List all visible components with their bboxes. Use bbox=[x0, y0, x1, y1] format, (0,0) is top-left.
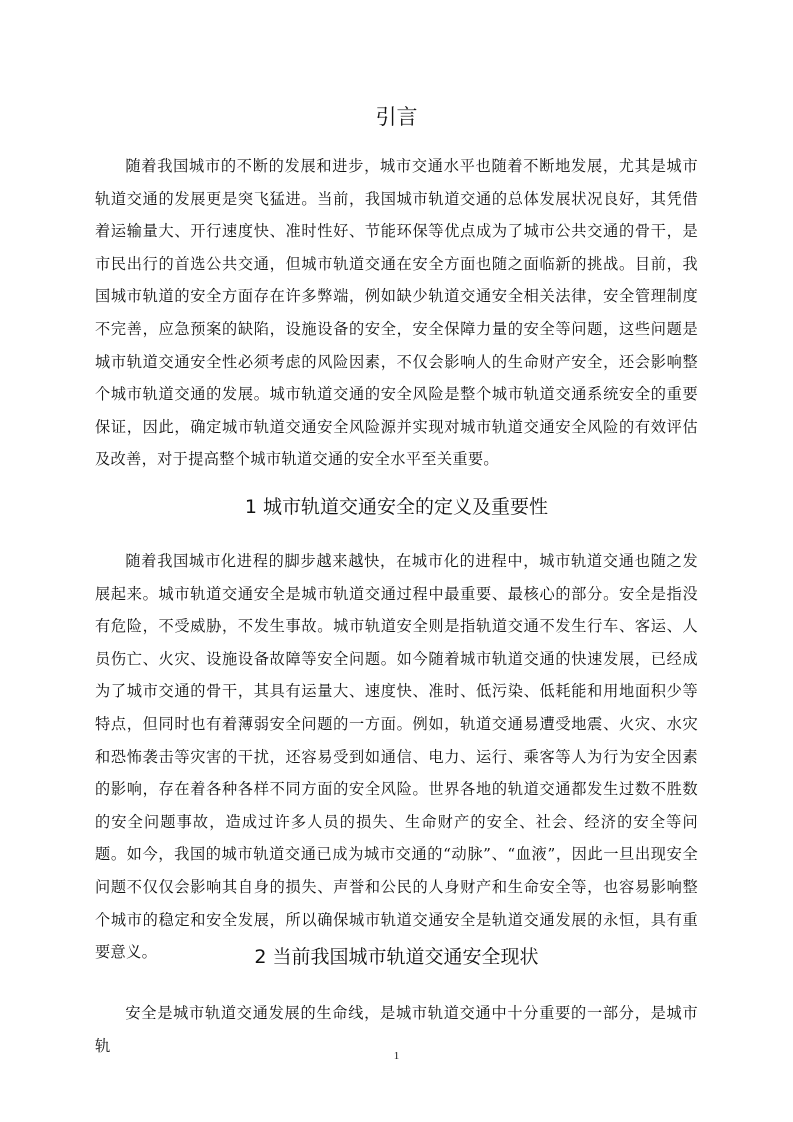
page-number: 1 bbox=[393, 1050, 400, 1062]
section-2-heading: 2 当前我国城市轨道交通安全现状 bbox=[254, 946, 539, 968]
intro-paragraph: 随着我国城市的不断的发展和进步，城市交通水平也随着不断地发展，尤其是城市轨道交通的发展更是突飞猛进。当前，我国城市轨道交通的总体发展状况良好，其凭借着运输量大、开行速度快、准时性好、节能环保等优点成为了城市公共交通的骨干，是市民出行的首选公共交通，但城市轨道交通在安全方面也随之面临新的挑战。目前，我国城市轨道的安全方面存在许多弊端，例如缺少轨道交通安全相关法律，安全管理制度不完善，应急预案的缺陷，设施设备的安全，安全保障力量的安全等问题，这些问题是城市轨道交通安全性必须考虑的风险因素，不仅会影响人的生命财产安全，还会影响整个城市轨道交通的发展。城市轨道交通的安全风险是整个城市轨道交通系统安全的重要保证，因此，确定城市轨道交通安全风险源并实现对城市轨道交通安全风险的有效评估及改善，对于提高整个城市轨道交通的安全水平至关重要。 bbox=[95, 157, 698, 469]
section-2-paragraph: 安全是城市轨道交通发展的生命线，是城市轨道交通中十分重要的一部分，是城市轨 bbox=[95, 1004, 698, 1055]
page-title: 引言 bbox=[375, 105, 418, 129]
section-1-heading: 1 城市轨道交通安全的定义及重要性 bbox=[244, 496, 549, 518]
section-1-paragraph: 随着我国城市化进程的脚步越来越快，在城市化的进程中，城市轨道交通也随之发展起来。城市轨道交通安全是城市轨道交通过程中最重要、最核心的部分。安全是指没有危险，不受威胁，不发生事故。城市轨道安全则是指轨道交通不发生行车、客运、人员伤亡、火灾、设施设备故障等安全问题。如今随着城市轨道交通的快速发展，已经成为了城市交通的骨干，其具有运量大、速度快、准时、低污染、低耗能和用地面积少等特点，但同时也有着薄弱安全问题的一方面。例如，轨道交通易遭受地震、火灾、水灾和恐怖袭击等灾害的干扰，还容易受到如通信、电力、运行、乘客等人为行为安全因素的影响，存在着各种各样不同方面的安全风险。世界各地的轨道交通都发生过数不胜数的安全问题事故，造成过许多人员的损失、生命财产的安全、社会、经济的安全等问题。如今，我国的城市轨道交通已成为城市交通的“动脉”、“血液”，因此一旦出现安全问题不仅仅会影响其自身的损失、声誉和公民的人身财产和生命安全等，也容易影响整个城市的稳定和安全发展，所以确保城市轨道交通安全是轨道交通发展的永恒，具有重要意义。 bbox=[95, 552, 698, 962]
